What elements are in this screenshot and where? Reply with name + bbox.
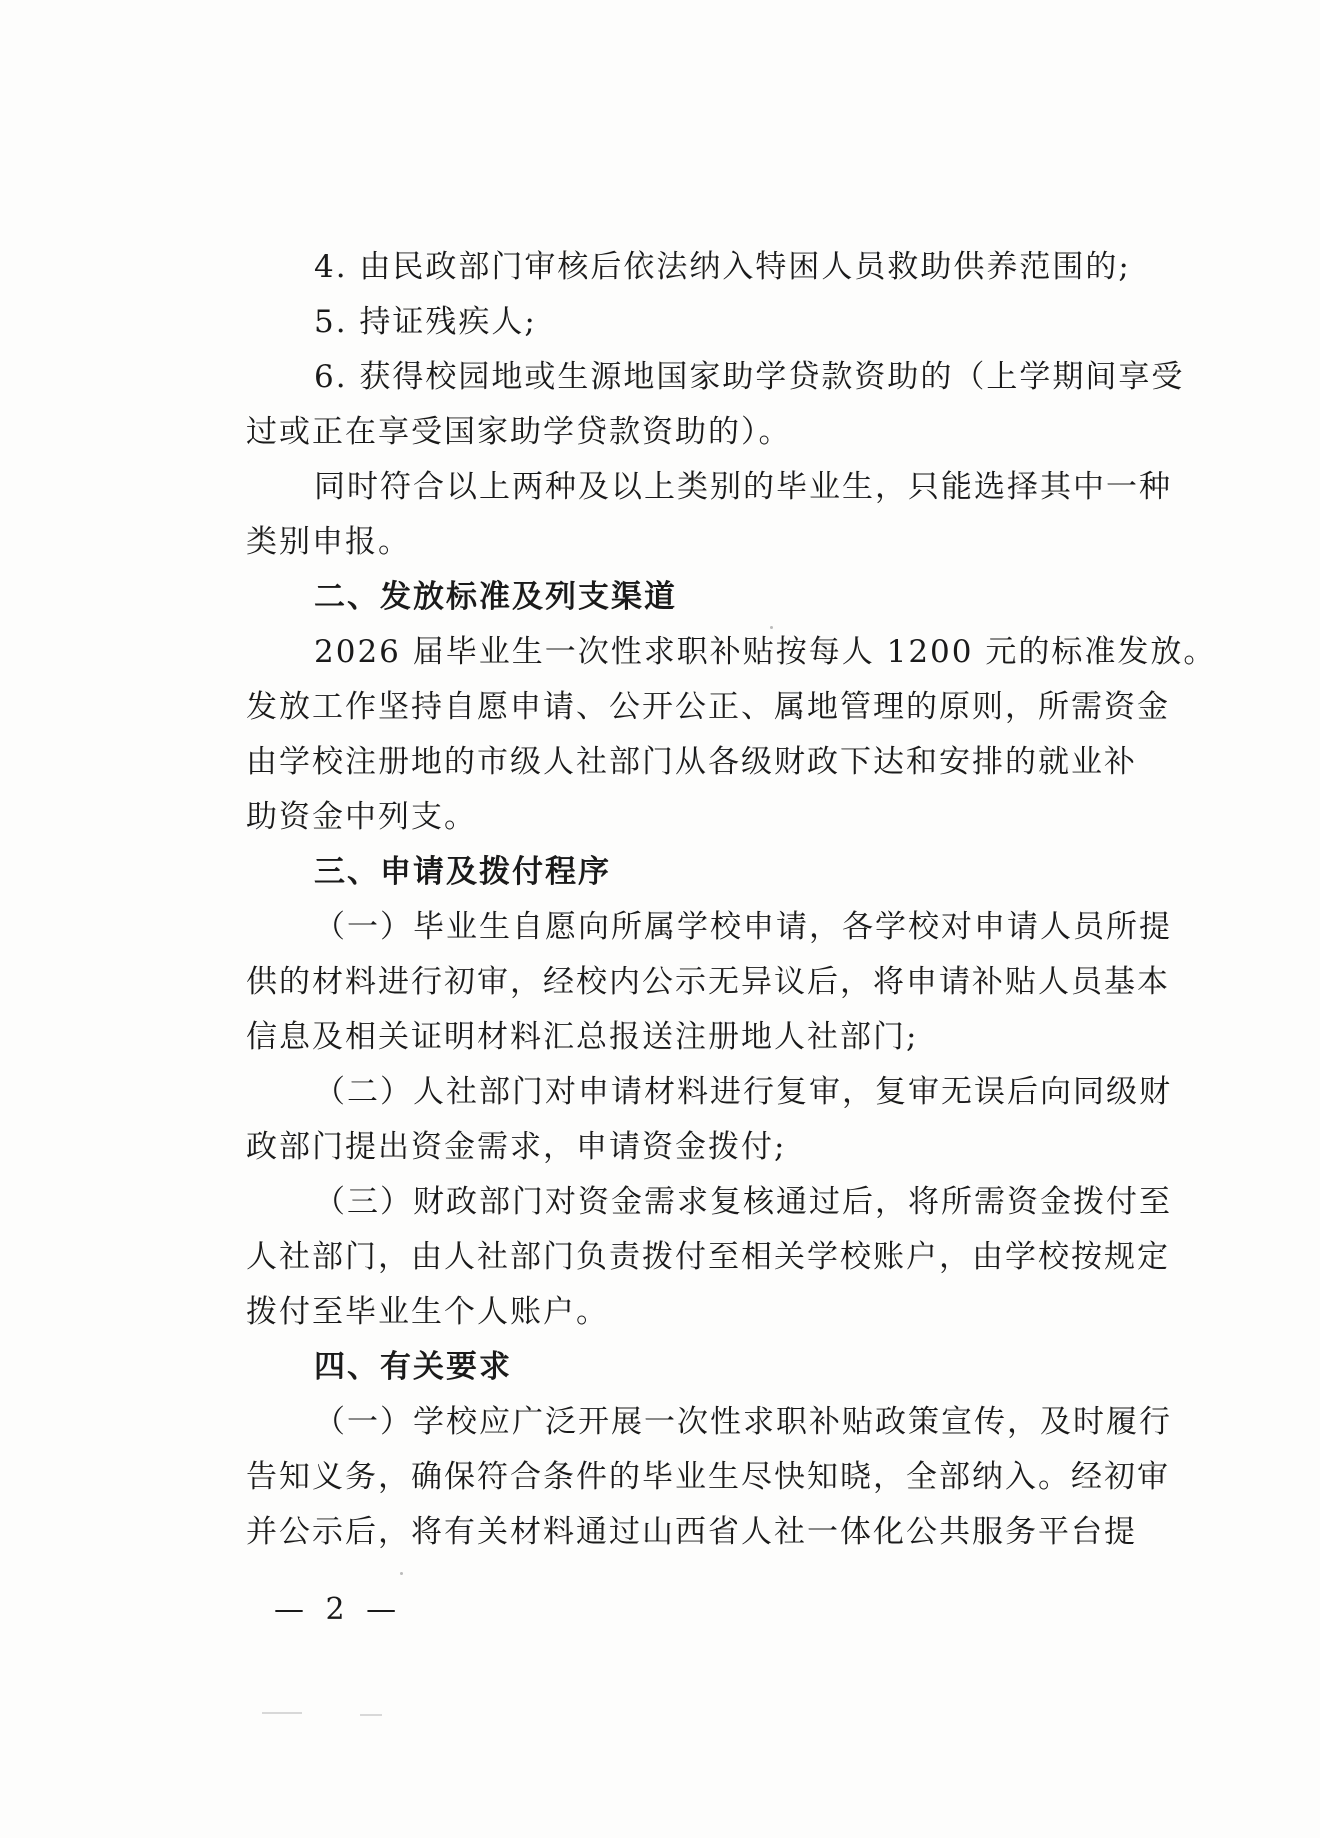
- text-line: 政部门提出资金需求，申请资金拨付;: [246, 1129, 787, 1165]
- text-line: 过或正在享受国家助学贷款资助的）。: [246, 414, 792, 450]
- section-heading: 四、有关要求: [314, 1349, 512, 1385]
- text-line: 告知义务，确保符合条件的毕业生尽快知晓，全部纳入。经初审: [246, 1459, 1170, 1495]
- text-line: 4. 由民政部门审核后依法纳入特困人员救助供养范围的;: [314, 249, 1131, 285]
- text-line: 信息及相关证明材料汇总报送注册地人社部门;: [246, 1019, 919, 1055]
- text-line: 助资金中列支。: [246, 799, 477, 835]
- text-line: 并公示后，将有关材料通过山西省人社一体化公共服务平台提: [246, 1514, 1137, 1550]
- scan-speck: [770, 626, 773, 629]
- text-line: （三）财政部门对资金需求复核通过后，将所需资金拨付至: [314, 1184, 1172, 1220]
- text-line: （二）人社部门对申请材料进行复审，复审无误后向同级财: [314, 1074, 1172, 1110]
- text-line: 人社部门，由人社部门负责拨付至相关学校账户，由学校按规定: [246, 1239, 1170, 1275]
- text-line: 由学校注册地的市级人社部门从各级财政下达和安排的就业补: [246, 744, 1137, 780]
- section-heading: 二、发放标准及列支渠道: [314, 579, 677, 615]
- scan-smudge: [360, 1714, 382, 1716]
- text-line: 同时符合以上两种及以上类别的毕业生，只能选择其中一种: [314, 469, 1172, 505]
- text-line: 5. 持证残疾人;: [314, 304, 537, 340]
- text-line: 拨付至毕业生个人账户。: [246, 1294, 609, 1330]
- text-line: 类别申报。: [246, 524, 411, 560]
- document-body: [246, 240, 1217, 1560]
- text-line: 发放工作坚持自愿申请、公开公正、属地管理的原则，所需资金: [246, 689, 1170, 725]
- page-number: — 2 —: [274, 1592, 403, 1627]
- text-line: （一）毕业生自愿向所属学校申请，各学校对申请人员所提: [314, 909, 1172, 945]
- text-line: 6. 获得校园地或生源地国家助学贷款资助的（上学期间享受: [314, 359, 1185, 395]
- text-line: （一）学校应广泛开展一次性求职补贴政策宣传，及时履行: [314, 1404, 1172, 1440]
- text-line: 2026 届毕业生一次性求职补贴按每人 1200 元的标准发放。: [314, 634, 1217, 670]
- scan-smudge: [262, 1712, 302, 1714]
- section-heading: 三、申请及拨付程序: [314, 854, 611, 890]
- scan-speck: [400, 1572, 403, 1575]
- text-line: 供的材料进行初审，经校内公示无异议后，将申请补贴人员基本: [246, 964, 1170, 1000]
